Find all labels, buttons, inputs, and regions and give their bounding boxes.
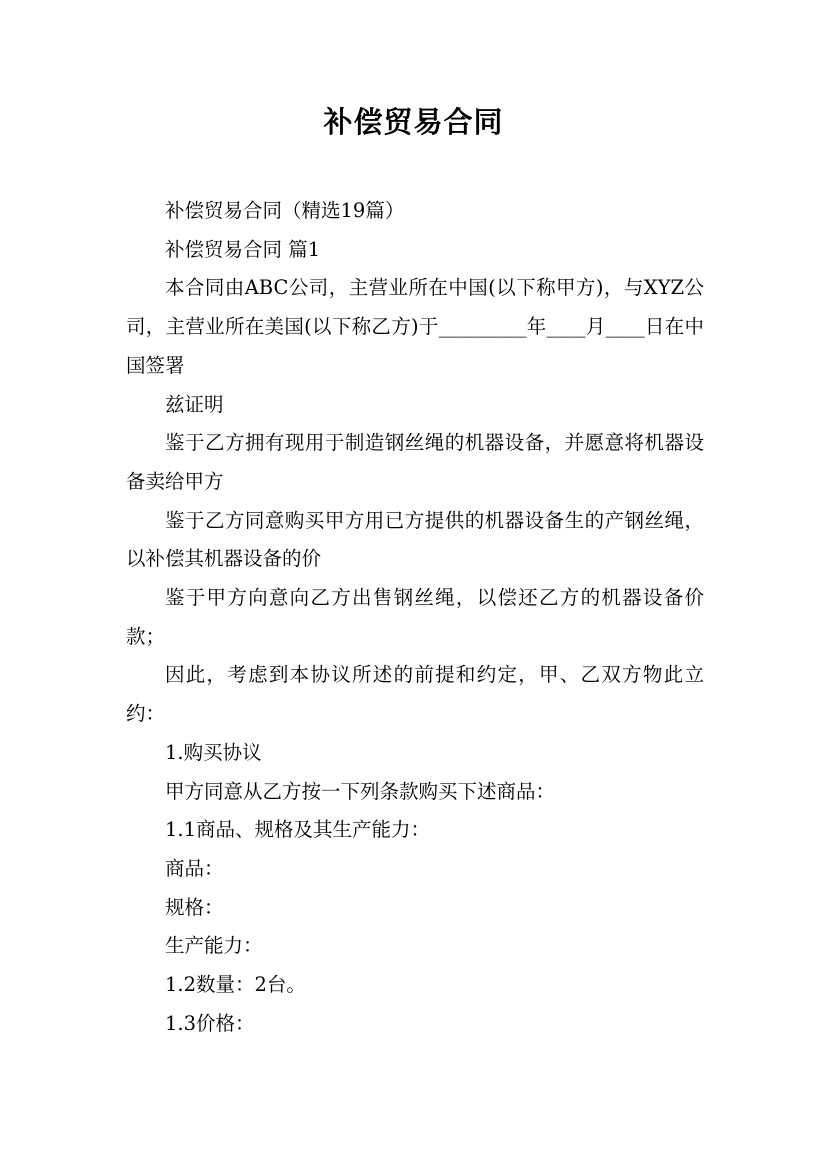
paragraph-clause-1-intro: 甲方同意从乙方按一下列条款购买下述商品： — [165, 779, 556, 803]
paragraph-witness: 兹证明 — [165, 392, 224, 416]
paragraph-parties: 本合同由ABC公司，主营业所在中国(以下称甲方)，与XYZ公司，主营业所在美国(以下称乙方)于_________年____月____日在中国签署 — [126, 276, 704, 377]
paragraph-clause-1-1: 1.1商品、规格及其生产能力： — [165, 818, 431, 842]
paragraph-specification: 规格： — [165, 895, 224, 919]
paragraph-recital-3: 鉴于甲方向意向乙方出售钢丝绳，以偿还乙方的机器设备价款； — [126, 586, 704, 648]
document-title: 补偿贸易合同 — [323, 105, 504, 139]
paragraph-section-heading: 补偿贸易合同 篇1 — [165, 237, 321, 261]
paragraph-recital-2: 鉴于乙方同意购买甲方用已方提供的机器设备生的产钢丝绳，以补偿其机器设备的价 — [126, 508, 704, 571]
paragraph-goods: 商品： — [165, 856, 224, 880]
paragraph-subtitle: 补偿贸易合同（精选19篇） — [165, 199, 405, 222]
paragraph-capacity: 生产能力： — [165, 934, 263, 958]
paragraph-recital-1: 鉴于乙方拥有现用于制造钢丝绳的机器设备，并愿意将机器设备卖给甲方 — [126, 431, 704, 493]
document-body — [126, 192, 704, 1043]
paragraph-clause-1: 1.购买协议 — [165, 740, 262, 764]
paragraph-agreement: 因此，考虑到本协议所述的前提和约定，甲、乙双方物此立约： — [126, 663, 704, 726]
paragraph-clause-1-3: 1.3价格： — [165, 1011, 255, 1035]
paragraph-clause-1-2: 1.2数量：2台。 — [165, 973, 306, 997]
